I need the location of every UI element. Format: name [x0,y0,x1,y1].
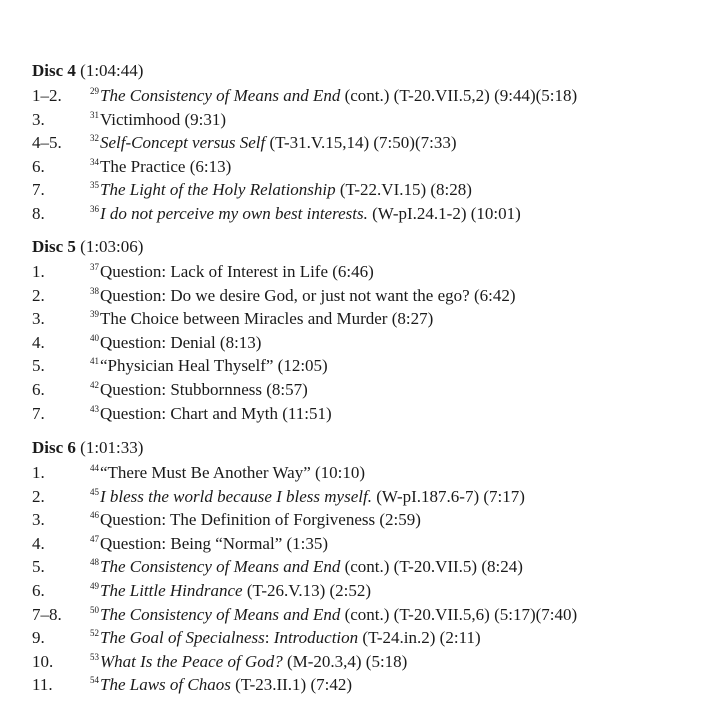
footnote-ref: 48 [90,557,99,568]
track-number: 5. [32,356,45,376]
track-number: 7. [32,180,45,200]
track-number: 1–2. [32,86,62,105]
footnote-ref: 41 [90,356,99,367]
track-title: Victimhood [100,109,181,129]
track-row [32,155,712,179]
track-row [32,331,712,355]
track-entry [90,108,226,132]
track-entry [90,260,374,284]
footnote-ref: 29 [90,86,99,96]
track-title: The Choice between Miracles and Murder [100,309,388,329]
track-title: I do not perceive my own best interests. [100,203,368,223]
track-detail: (T-22.VI.15) (8:28) [335,180,472,200]
disc-duration: (1:03:06) [80,237,144,256]
track-title: “There Must Be Another Way” [100,463,311,482]
track-number: 3. [32,309,45,329]
track-number: 6. [32,379,45,399]
track-title: Self-Concept versus Self [100,133,266,153]
track-entry [90,331,261,355]
disc-heading [32,60,712,82]
track-detail: (8:27) [387,309,434,329]
track-row [32,260,712,284]
footnote-ref: 45 [90,486,99,497]
track-detail: (M-20.3,4) (5:18) [282,651,408,671]
track-row [32,508,712,532]
track-detail: (1:35) [282,533,329,553]
footnote-ref: 31 [90,109,99,120]
track-entry [90,284,515,308]
track-detail: (W-pI.187.6-7) (7:17) [371,486,525,506]
track-title: Question: Being “Normal” [100,533,283,553]
track-detail: (T-31.V.15,14) (7:50)(7:33) [265,133,457,153]
footnote-ref: 54 [90,675,99,686]
track-title: The Consistency of Means and End [100,557,341,577]
footnote-ref: 46 [90,510,99,521]
track-detail: (10:10) [310,463,366,482]
disc-section [32,437,712,697]
track-number: 4. [32,533,45,553]
track-number: 2. [32,486,45,506]
track-row [32,485,712,509]
track-row [32,579,712,603]
track-detail: (T-26.V.13) (2:52) [242,580,372,600]
track-detail: (6:46) [328,262,374,281]
track-row [32,131,712,155]
track-detail: (12:05) [273,356,328,376]
footnote-ref: 36 [90,203,99,214]
track-title: The Little Hindrance [100,580,243,600]
track-entry [90,378,308,402]
track-detail: (T-23.II.1) (7:42) [230,675,353,695]
track-title: The Laws of Chaos [100,675,231,695]
track-row [32,354,712,378]
track-row [32,673,712,697]
track-number: 1. [32,262,45,281]
track-detail: (cont.) (T-20.VII.5,6) (5:17)(7:40) [340,604,578,624]
track-row [32,84,712,108]
track-number: 10. [32,651,54,671]
footnote-ref: 38 [90,285,99,296]
track-title: Question: Denial [100,332,216,352]
footnote-ref: 42 [90,379,99,390]
track-title: “Physician Heal Thyself” [100,356,274,376]
track-title: Question: Stubbornness [100,379,262,399]
track-title: Question: Lack of Interest in Life [100,262,329,281]
track-detail: (6:42) [469,285,516,305]
track-title: Question: The Definition of Forgiveness [100,510,376,530]
track-detail: (6:13) [185,156,232,176]
track-detail: (8:57) [261,379,308,399]
track-entry [90,555,523,579]
track-entry [90,354,328,378]
track-entry [90,131,456,155]
track-row [32,307,712,331]
track-title: The Consistency of Means and End [100,86,341,105]
track-entry [90,508,421,532]
footnote-ref: 44 [90,463,99,473]
footnote-ref: 34 [90,156,99,167]
footnote-ref: 49 [90,580,99,591]
track-number: 7. [32,403,45,423]
track-detail-2: (T-24.in.2) (2:11) [358,628,481,648]
track-detail: (W-pI.24.1-2) (10:01) [367,203,521,223]
track-number: 7–8. [32,604,62,624]
track-entry [90,579,371,603]
track-row [32,402,712,426]
track-entry [90,84,577,108]
footnote-ref: 32 [90,133,99,144]
footnote-ref: 50 [90,604,99,615]
disc-label: Disc 4 [32,61,76,80]
track-detail: (cont.) (T-20.VII.5) (8:24) [340,557,523,577]
disc-duration: (1:04:44) [80,61,144,80]
track-entry [90,603,577,627]
footnote-ref: 40 [90,332,99,343]
disc-heading [32,236,712,258]
track-entry [90,155,231,179]
track-row [32,555,712,579]
track-title: Question: Do we desire God, or just not want the ego? [100,285,470,305]
track-row [32,284,712,308]
track-number: 2. [32,285,45,305]
track-row [32,626,712,650]
track-entry [90,485,525,509]
footnote-ref: 43 [90,403,99,414]
track-row [32,178,712,202]
disc-label: Disc 5 [32,237,76,256]
footnote-ref: 47 [90,533,99,544]
track-entry [90,202,521,226]
track-number: 9. [32,628,45,648]
track-row [32,108,712,132]
track-title: The Practice [100,156,186,176]
disc-section [32,236,712,425]
track-number: 6. [32,156,45,176]
footnote-ref: 53 [90,651,99,662]
track-number: 11. [32,675,53,695]
track-entry [90,461,365,485]
track-entry [90,402,332,426]
track-detail: (2:59) [375,510,421,530]
track-row [32,378,712,402]
track-entry [90,626,481,650]
track-entry [90,650,407,674]
track-row [32,202,712,226]
track-number: 1. [32,463,45,482]
track-number: 3. [32,510,45,530]
disc-heading [32,437,712,459]
track-row [32,461,712,485]
track-title: What Is the Peace of God? [100,651,283,671]
track-number: 6. [32,580,45,600]
track-subtitle: Introduction [273,628,359,648]
track-title: The Consistency of Means and End [100,604,341,624]
track-number: 8. [32,203,45,223]
footnote-ref: 39 [90,309,99,320]
track-title: The Light of the Holy Relationship [100,180,336,200]
track-entry [90,307,433,331]
track-title: The Goal of Specialness [100,628,265,648]
track-number: 4–5. [32,133,62,153]
track-number: 4. [32,332,45,352]
track-detail: (9:31) [180,109,226,129]
track-entry [90,673,352,697]
track-entry [90,178,472,202]
track-detail: (cont.) (T-20.VII.5,2) (9:44)(5:18) [340,86,578,105]
footnote-ref: 52 [90,628,99,639]
track-detail: (8:13) [215,332,262,352]
track-number: 5. [32,557,45,577]
track-detail: (11:51) [278,403,332,423]
track-detail: : [264,628,274,648]
disc-section [32,60,712,226]
track-title: Question: Chart and Myth [100,403,279,423]
track-row [32,603,712,627]
track-row [32,532,712,556]
track-title: I bless the world because I bless myself. [100,486,372,506]
footnote-ref: 35 [90,180,99,191]
disc-duration: (1:01:33) [80,438,144,457]
track-row [32,650,712,674]
track-entry [90,532,328,556]
disc-label: Disc 6 [32,438,76,457]
track-number: 3. [32,109,45,129]
footnote-ref: 37 [90,262,99,272]
